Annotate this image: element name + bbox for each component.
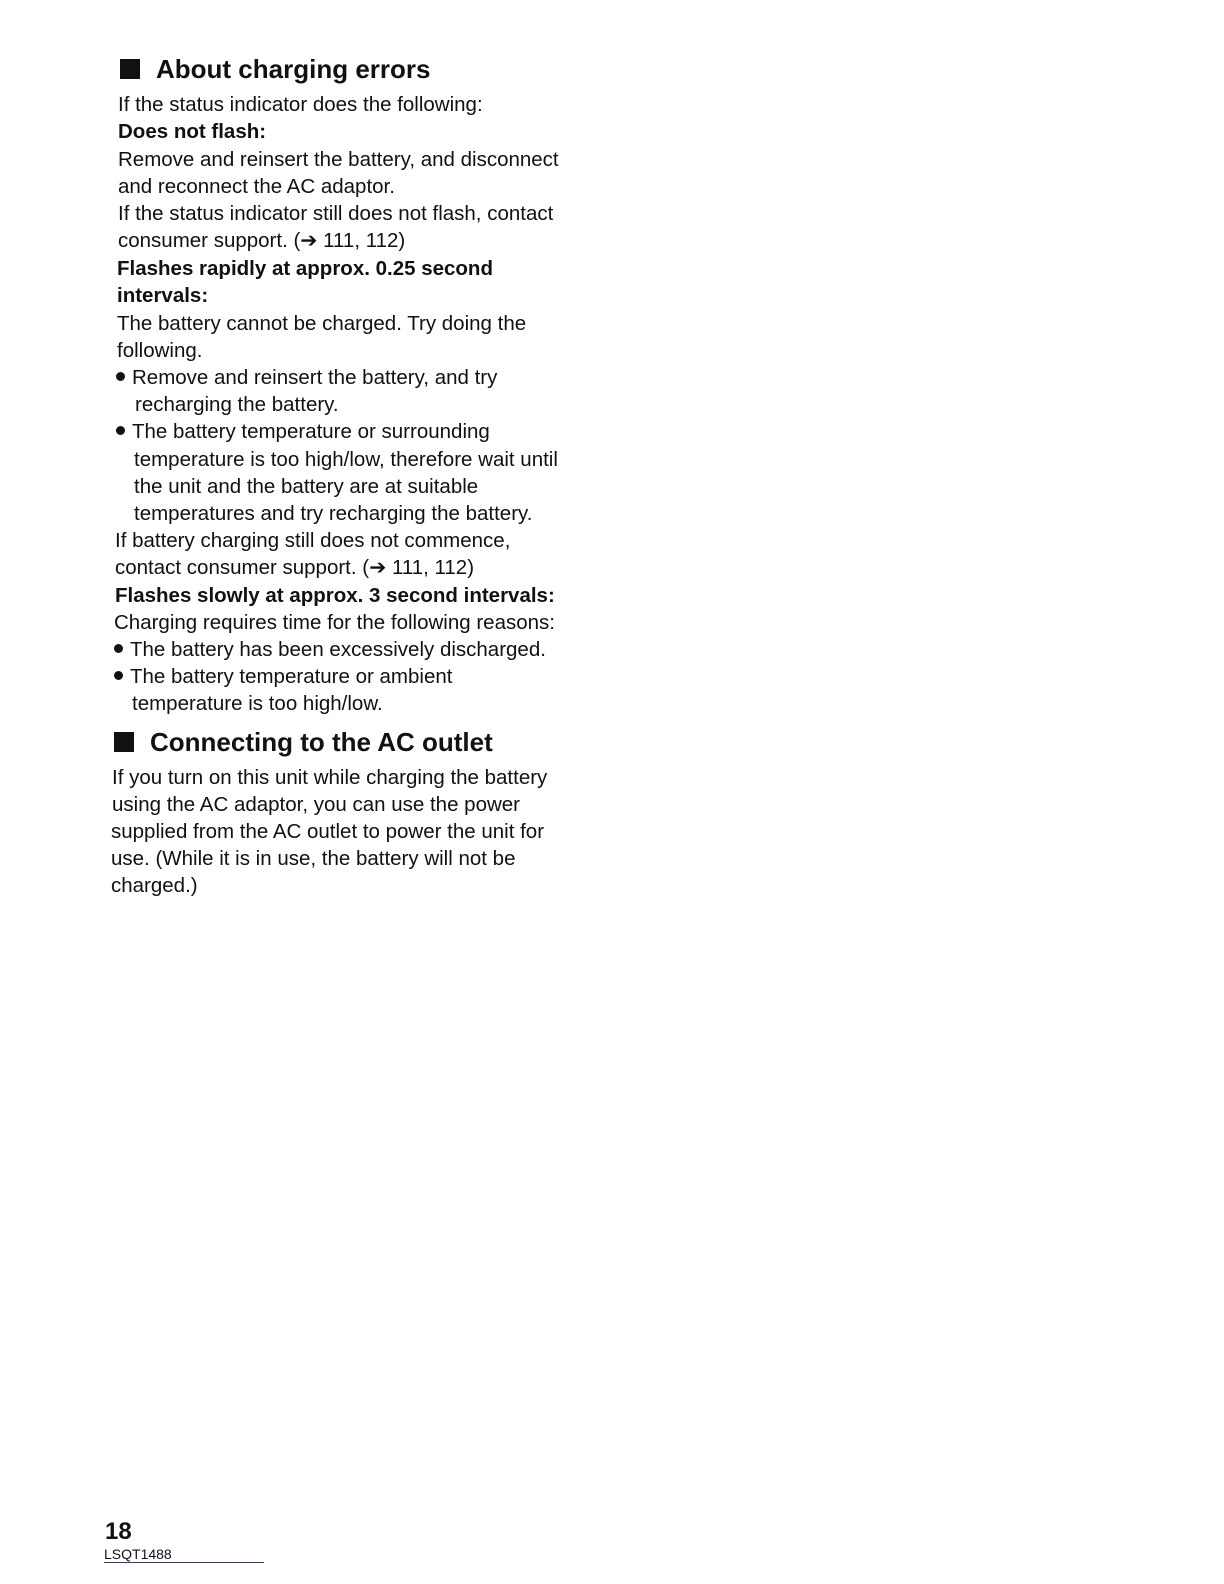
- bullet-dot-icon: [116, 372, 125, 381]
- intro-text: If the status indicator does the following:: [118, 93, 483, 116]
- paragraph-line: If you turn on this unit while charging the battery: [112, 766, 548, 789]
- document-code: LSQT1488: [104, 1546, 264, 1563]
- paragraph-line: and reconnect the AC adaptor.: [118, 175, 395, 198]
- bullet-item: [114, 637, 546, 663]
- subheading-flashes-rapidly: Flashes rapidly at approx. 0.25 second: [117, 257, 493, 280]
- subheading-does-not-flash: Does not flash:: [118, 120, 267, 143]
- paragraph-line: using the AC adaptor, you can use the power: [112, 793, 520, 816]
- paragraph-line: If the status indicator still does not flash, contact: [118, 202, 554, 225]
- bullet-continuation: temperature is too high/low.: [132, 692, 383, 715]
- bullet-text: Remove and reinsert the battery, and try: [132, 366, 498, 389]
- subheading-flashes-rapidly-cont: intervals:: [117, 284, 209, 307]
- section-heading-text: Connecting to the AC outlet: [150, 727, 493, 757]
- page-number: 18: [105, 1518, 132, 1545]
- square-bullet-icon: [120, 59, 140, 79]
- bullet-continuation: temperature is too high/low, therefore wait until: [134, 448, 558, 471]
- paragraph-line: supplied from the AC outlet to power the unit for: [111, 820, 545, 843]
- section-heading-charging-errors: [120, 54, 430, 84]
- bullet-item: [116, 419, 490, 445]
- bullet-dot-icon: [114, 644, 123, 653]
- bullet-text: The battery temperature or surrounding: [132, 420, 490, 443]
- bullet-dot-icon: [116, 426, 125, 435]
- bullet-dot-icon: [114, 671, 123, 680]
- paragraph-line: If battery charging still does not commence,: [115, 529, 511, 552]
- paragraph-line: Charging requires time for the following reasons:: [114, 611, 555, 634]
- bullet-continuation: temperatures and try recharging the battery.: [134, 502, 533, 525]
- paragraph-line: The battery cannot be charged. Try doing the: [117, 312, 527, 335]
- paragraph-line: contact consumer support. (➔ 111, 112): [115, 556, 475, 579]
- bullet-text: The battery has been excessively discharged.: [130, 638, 546, 661]
- paragraph-line: Remove and reinsert the battery, and disconnect: [118, 148, 559, 171]
- bullet-item: [116, 365, 497, 391]
- bullet-continuation: recharging the battery.: [135, 393, 339, 416]
- section-heading-ac-outlet: [114, 727, 493, 757]
- paragraph-line: use. (While it is in use, the battery will not be: [111, 847, 516, 870]
- paragraph-line: charged.): [111, 874, 198, 897]
- subheading-flashes-slowly: Flashes slowly at approx. 3 second intervals:: [115, 584, 555, 607]
- bullet-continuation: the unit and the battery are at suitable: [134, 475, 479, 498]
- square-bullet-icon: [114, 732, 134, 752]
- paragraph-line: following.: [117, 339, 203, 362]
- bullet-item: [114, 664, 452, 690]
- bullet-text: The battery temperature or ambient: [130, 665, 453, 688]
- section-heading-text: About charging errors: [156, 54, 431, 84]
- paragraph-line: consumer support. (➔ 111, 112): [118, 229, 406, 252]
